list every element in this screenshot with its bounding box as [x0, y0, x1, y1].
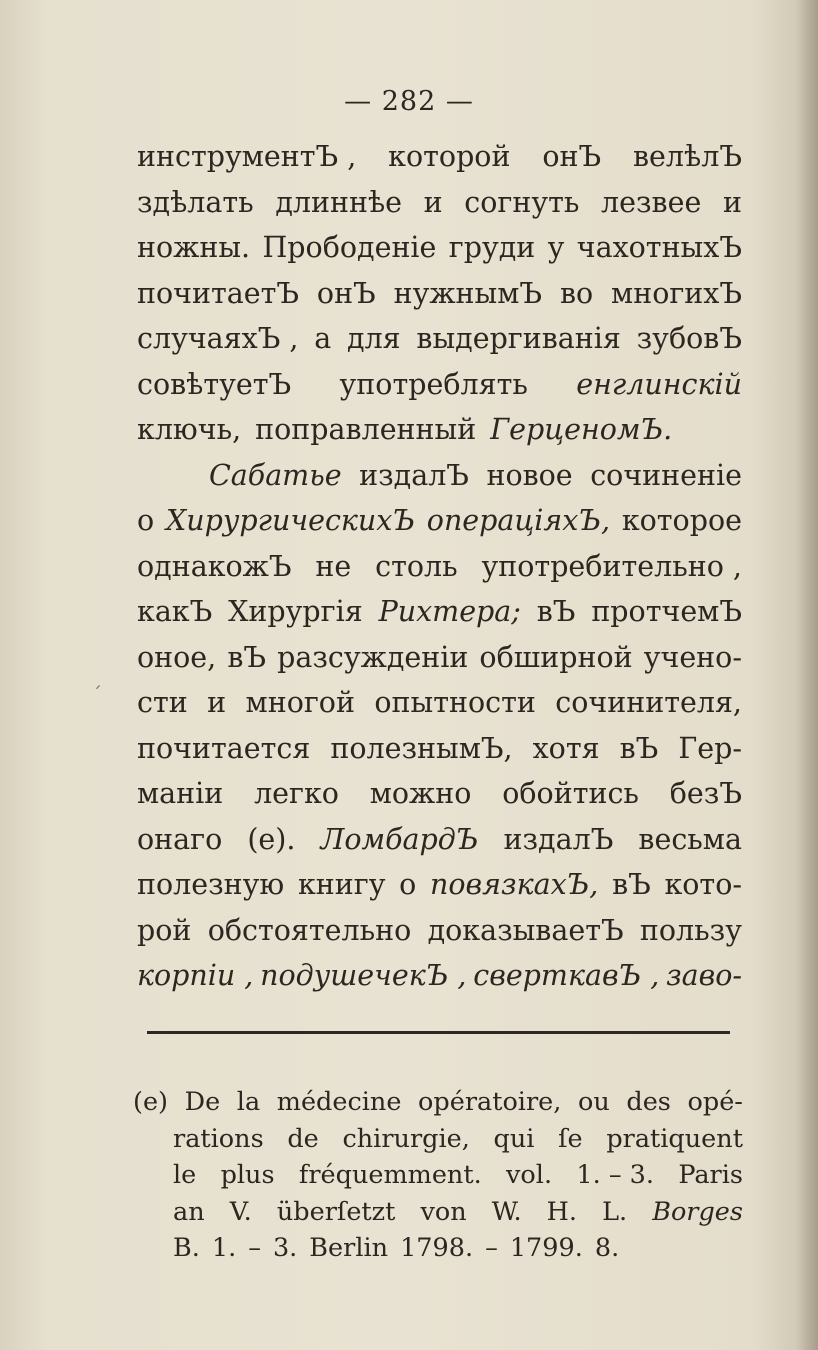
word: совѣтуетЪ — [137, 367, 292, 401]
word: случаяхЪ , — [137, 322, 299, 355]
word: Гер- — [678, 731, 742, 765]
word: von — [420, 1196, 467, 1227]
word: pratiquent — [606, 1123, 743, 1154]
text-line — [137, 316, 742, 362]
word: поправленный — [255, 413, 477, 446]
word: операціяхЪ, — [426, 504, 611, 537]
ink-mark: ˊ — [92, 682, 102, 706]
word: рой — [137, 913, 192, 947]
text-line — [137, 498, 742, 544]
word: легко — [254, 777, 339, 810]
word: которой — [388, 140, 511, 173]
word: весьма — [638, 822, 742, 856]
word: онЪ — [542, 140, 602, 173]
word: о — [137, 504, 155, 537]
text-line — [137, 271, 742, 317]
word: во — [559, 276, 594, 310]
footnote — [133, 1084, 743, 1267]
word: V. — [229, 1196, 252, 1227]
text-line — [137, 134, 742, 180]
word: 3. — [272, 1233, 298, 1263]
word: an — [173, 1196, 205, 1227]
text-line — [137, 362, 742, 408]
word: можно — [369, 777, 472, 810]
word: обстоятельно — [207, 913, 412, 947]
text-line — [137, 225, 742, 271]
word: длиннѣе — [275, 185, 403, 219]
word: не — [315, 549, 352, 583]
word: пользу — [639, 913, 742, 947]
word: Paris — [678, 1160, 743, 1190]
word: оное, — [137, 640, 217, 674]
word: 1. — [211, 1233, 237, 1263]
word: и — [722, 185, 742, 219]
word: 8. — [594, 1233, 620, 1263]
word: B. — [173, 1233, 200, 1263]
word: rations — [173, 1123, 264, 1154]
text-line — [137, 407, 742, 453]
word: и — [423, 185, 443, 219]
word: зубовЪ — [636, 322, 742, 355]
word: хотя — [532, 731, 600, 765]
word: у — [547, 231, 565, 264]
footnote-line — [133, 1084, 743, 1121]
word: Berlin — [309, 1233, 389, 1263]
word: многихЪ — [611, 276, 742, 310]
word: L. — [602, 1196, 628, 1227]
word: велѣлЪ — [633, 140, 742, 173]
word: – — [485, 1233, 498, 1263]
word: о — [399, 868, 417, 901]
word: сверткавЪ , — [473, 959, 660, 992]
word: здѣлать — [137, 185, 254, 219]
text-line — [137, 180, 742, 226]
text-line — [137, 680, 742, 726]
word: кото- — [664, 868, 742, 901]
word: книгу — [297, 868, 386, 901]
word: онЪ — [316, 276, 376, 310]
text-line — [137, 771, 742, 817]
word: ЛомбардЪ — [320, 822, 479, 856]
footnote-rule — [147, 1031, 730, 1034]
word: а — [314, 322, 332, 355]
text-line — [137, 953, 742, 999]
word: однакожЪ — [137, 549, 292, 583]
word: сочиненіе — [590, 458, 742, 492]
footnote-line — [133, 1121, 743, 1158]
word: столь — [375, 549, 458, 583]
word: выдергиванія — [416, 322, 621, 355]
word: издалЪ — [503, 822, 614, 856]
word: повязкахЪ, — [430, 868, 599, 901]
word: учено- — [643, 640, 742, 674]
word: которое — [621, 504, 742, 537]
word: сочинителя, — [555, 686, 742, 719]
word: la — [236, 1087, 261, 1117]
word: сти — [137, 686, 188, 719]
word: 1798. — [400, 1233, 474, 1263]
word: ГерценомЪ. — [490, 413, 673, 446]
word: plus — [220, 1160, 275, 1190]
word: ou — [577, 1087, 610, 1117]
word: H. — [546, 1196, 577, 1227]
word: chirurgie, — [342, 1123, 470, 1154]
text-line — [137, 589, 742, 635]
word: Borges — [652, 1196, 743, 1227]
word: Сабатье — [209, 458, 342, 492]
word: вЪ — [536, 595, 576, 628]
text-line — [137, 544, 742, 590]
word: Рихтера; — [378, 595, 521, 628]
word: и — [207, 686, 227, 719]
word: вЪ — [612, 868, 651, 901]
word: médecine — [276, 1087, 402, 1117]
word: многой — [245, 686, 355, 719]
text-line — [137, 817, 742, 863]
text-line — [137, 453, 742, 499]
word: opératoire, — [418, 1087, 562, 1117]
word: маніи — [137, 777, 224, 810]
text-line — [137, 862, 742, 908]
word: Хирургія — [228, 595, 363, 628]
word: 1799. — [509, 1233, 583, 1263]
text-line — [137, 726, 742, 772]
word: ключь, — [137, 413, 242, 446]
word: ХирургическихЪ — [165, 504, 416, 537]
word: обширной — [479, 640, 633, 674]
word: ножны. — [137, 231, 251, 264]
word: почитаетЪ — [137, 276, 300, 310]
footnote-line — [133, 1157, 743, 1194]
word: ſe — [558, 1123, 583, 1154]
word: почитается — [137, 731, 311, 765]
word: новое — [486, 458, 573, 492]
word: le — [173, 1160, 197, 1190]
footnote-line — [133, 1194, 743, 1231]
word: Прободеніе — [262, 231, 437, 264]
word: какЪ — [137, 595, 213, 628]
word: для — [347, 322, 401, 355]
word: qui — [493, 1123, 535, 1154]
word: W. — [491, 1196, 522, 1227]
word: употреблять — [339, 367, 528, 401]
word: онаго — [137, 822, 223, 856]
word: издалЪ — [359, 458, 469, 492]
word: (e) — [133, 1087, 168, 1117]
word: 1. – 3. — [576, 1160, 655, 1190]
word: протчемЪ — [591, 595, 742, 628]
word: – — [248, 1233, 261, 1263]
word: обойтись — [502, 777, 639, 810]
word: согнуть — [464, 185, 580, 219]
word: des — [626, 1087, 671, 1117]
word: разсужденіи — [277, 640, 469, 674]
word: употребительно , — [481, 549, 742, 583]
footnote-line — [133, 1230, 743, 1267]
word: лезвее — [601, 185, 702, 219]
word: überſetzt — [276, 1196, 396, 1227]
text-line — [137, 635, 742, 681]
word: опытности — [374, 686, 536, 719]
word: заво- — [666, 959, 742, 992]
word: корпіи , — [137, 959, 254, 992]
word: доказываетЪ — [427, 913, 624, 947]
page-gutter-shadow — [796, 0, 818, 1350]
word: полезнымЪ, — [330, 731, 513, 765]
text-line — [137, 908, 742, 954]
word: de — [287, 1123, 319, 1154]
word: нужнымЪ — [393, 276, 543, 310]
word: fréquemment. — [298, 1160, 482, 1190]
word: opé- — [687, 1087, 743, 1117]
word: инструментЪ , — [137, 140, 357, 173]
word: вЪ — [619, 731, 659, 765]
word: груди — [448, 231, 536, 264]
page-number: — 282 — — [344, 86, 474, 117]
word: De — [184, 1087, 221, 1117]
word: енглинскій — [576, 367, 742, 401]
word: vol. — [506, 1160, 553, 1190]
word: безЪ — [669, 777, 742, 810]
main-text — [137, 134, 742, 999]
word: подушечекЪ , — [260, 959, 467, 992]
word: (e). — [247, 822, 296, 856]
word: вЪ — [227, 640, 267, 674]
word: чахотныхЪ — [576, 231, 742, 264]
word: полезную — [137, 868, 285, 901]
